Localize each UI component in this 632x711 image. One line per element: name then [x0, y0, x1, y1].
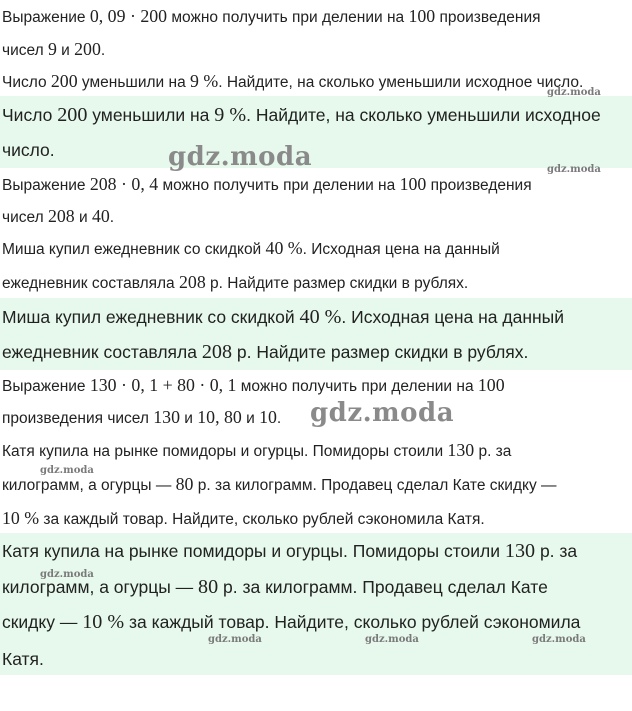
watermark: gdz.moda	[40, 569, 94, 580]
watermark: gdz.moda	[532, 634, 586, 645]
answer-text-line: килограмм, а огурцы — 80 р. за килограмм. Продавец сделал Кате	[2, 576, 548, 598]
answer-text-line: Катя купила на рынке помидоры и огурцы. Помидоры стоили 130 р. за	[2, 540, 578, 562]
answer-text-line: скидку — 10 % за каждый товар. Найдите, сколько рублей сэкономила	[2, 611, 581, 633]
text-line: произведения чисел 130 и 10, 80 и 10.	[2, 407, 282, 427]
watermark: gdz.moda	[208, 634, 262, 645]
text-line: чисел 208 и 40.	[2, 206, 115, 226]
answer-text-line: Катя.	[2, 649, 44, 669]
answer-text-line: Миша купил ежедневник со скидкой 40 %. Исходная цена на данный	[2, 306, 565, 328]
text-line: Выражение 130 · 0, 1 + 80 · 0, 1 можно получить при делении на 100	[2, 375, 505, 395]
text-line: килограмм, а огурцы — 80 р. за килограмм. Продавец сделал Кате скидку —	[2, 474, 557, 494]
answer-text-line: Число 200 уменьшили на 9 %. Найдите, на сколько уменьшили исходное	[2, 104, 601, 126]
text-line: чисел 9 и 200.	[2, 39, 106, 59]
watermark: gdz.moda	[547, 87, 601, 98]
watermark: gdz.moda	[310, 398, 455, 428]
text-line: ежедневник составляла 208 р. Найдите размер скидки в рублях.	[2, 272, 469, 292]
text-line: Катя купила на рынке помидоры и огурцы. Помидоры стоили 130 р. за	[2, 440, 512, 460]
answer-text-line: число.	[2, 140, 55, 160]
text-line: 10 % за каждый товар. Найдите, сколько рублей сэкономила Катя.	[2, 508, 485, 528]
text-line: Число 200 уменьшили на 9 %. Найдите, на сколько уменьшили исходное число.	[2, 71, 584, 91]
answer-text-line: ежедневник составляла 208 р. Найдите размер скидки в рублях.	[2, 341, 529, 363]
text-line: Выражение 208 · 0, 4 можно получить при делении на 100 произведения	[2, 174, 532, 194]
watermark: gdz.moda	[168, 142, 313, 172]
text-line: Миша купил ежедневник со скидкой 40 %. Исходная цена на данный	[2, 238, 500, 258]
text-line: Выражение 0, 09 · 200 можно получить при делении на 100 произведения	[2, 6, 541, 26]
watermark: gdz.moda	[40, 465, 94, 476]
watermark: gdz.moda	[365, 634, 419, 645]
watermark: gdz.moda	[547, 164, 601, 175]
